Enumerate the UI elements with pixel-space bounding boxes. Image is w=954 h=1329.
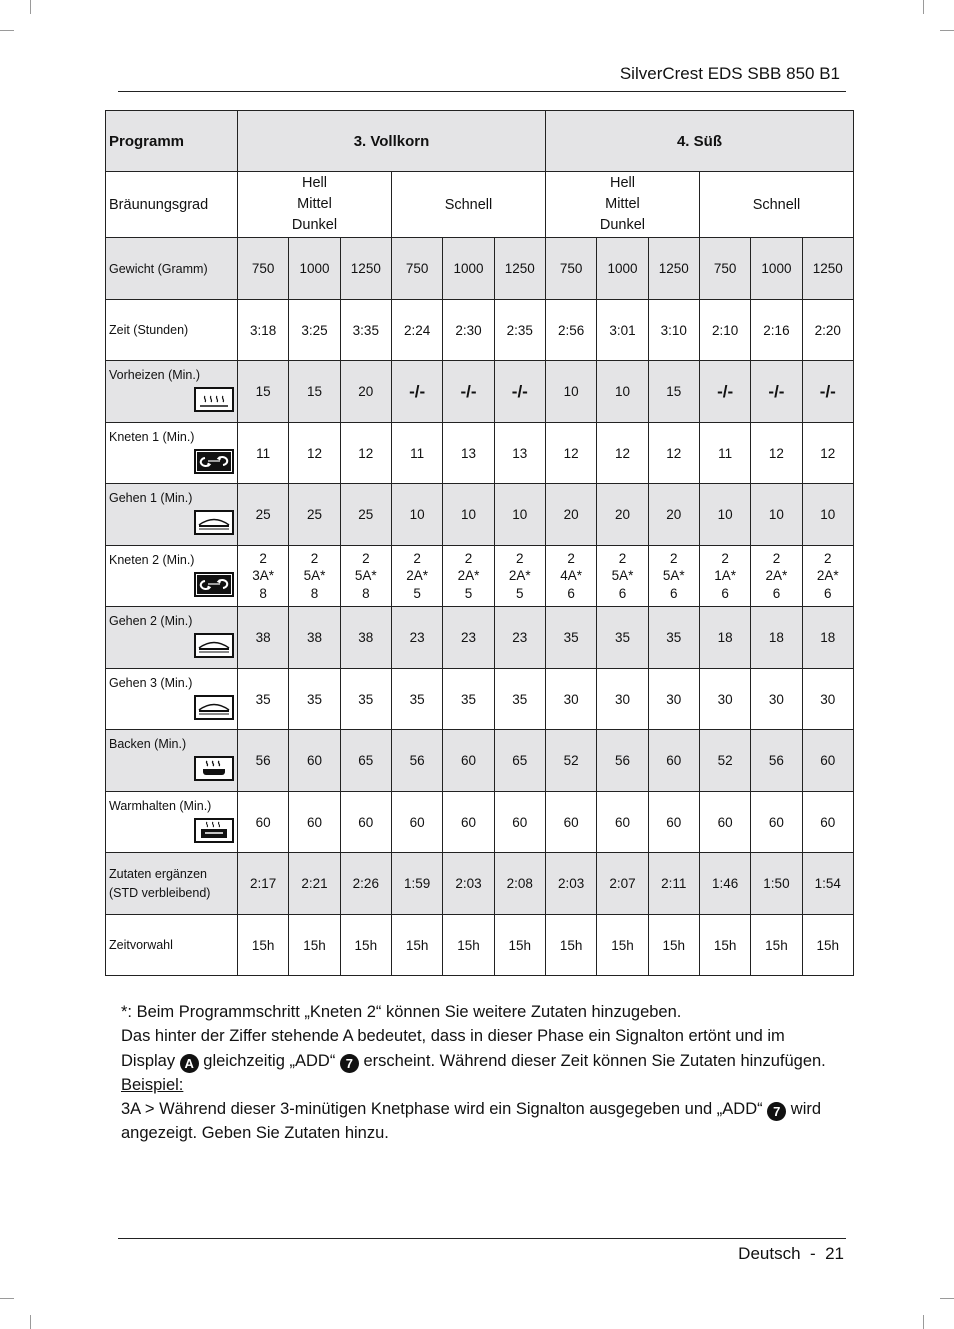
row-label-text: Zutaten ergänzen (109, 866, 207, 881)
table-cell: 12 (289, 423, 340, 484)
table-cell: 15 (289, 361, 340, 423)
table-cell: 35 (597, 607, 648, 669)
row-label-text: Vorheizen (Min.) (109, 368, 201, 382)
crop-mark (923, 0, 924, 14)
table-row-warmhalten-min (106, 792, 854, 853)
footer-rule (118, 1238, 846, 1239)
table-cell: 3:25 (289, 300, 340, 361)
table-cell: 15 (648, 361, 699, 423)
table-cell: 25 (238, 484, 289, 546)
cell-line: 2 (772, 550, 781, 566)
bake-icon (194, 756, 234, 781)
keep-warm-icon (194, 818, 234, 843)
note-text: wird (786, 1100, 822, 1119)
row-label (106, 546, 238, 607)
program-table-body (106, 111, 854, 976)
cell-line: 5 (516, 585, 524, 601)
row-label (106, 853, 238, 915)
row-label (106, 484, 238, 546)
table-row-gewicht-gramm (106, 238, 854, 300)
table-cell: 35 (545, 607, 596, 669)
table-cell: -/- (751, 361, 802, 423)
row-label (106, 300, 238, 361)
cell-line: 6 (721, 585, 729, 601)
table-cell: 23 (494, 607, 545, 669)
table-cell: 60 (340, 792, 391, 853)
rise-icon (194, 633, 234, 658)
page-header-title: SilverCrest EDS SBB 850 B1 (619, 64, 840, 83)
example-label: Beispiel: (121, 1075, 184, 1094)
cell-line: 5A* (354, 568, 377, 584)
table-cell (545, 546, 596, 607)
table-cell: 60 (443, 730, 494, 792)
crop-mark (940, 1298, 954, 1299)
browning-schnell: Schnell (699, 172, 853, 238)
cell-line: 2A* (508, 568, 531, 584)
table-cell: 15h (494, 915, 545, 976)
table-cell (751, 546, 802, 607)
table-cell: 10 (545, 361, 596, 423)
table-cell: 10 (391, 484, 442, 546)
cell-line: 2 (567, 550, 575, 566)
row-label-text: Gewicht (Gramm) (109, 261, 208, 276)
table-cell: 30 (545, 669, 596, 730)
table-cell: 1:54 (802, 853, 853, 915)
knead-icon (194, 449, 234, 474)
table-cell: 20 (545, 484, 596, 546)
note-line: angezeigt. Geben Sie Zutaten hinzu. (121, 1124, 389, 1143)
table-cell: 11 (391, 423, 442, 484)
crop-mark (0, 30, 14, 31)
table-cell (238, 546, 289, 607)
table-cell: 30 (648, 669, 699, 730)
table-cell: 35 (289, 669, 340, 730)
cell-line: 2 (259, 550, 267, 566)
table-cell: 60 (391, 792, 442, 853)
browning-option: Hell (302, 175, 327, 191)
page-footer: Deutsch - 21 (738, 1244, 844, 1263)
table-cell: 15h (648, 915, 699, 976)
table-cell: 750 (238, 238, 289, 300)
table-cell: 23 (443, 607, 494, 669)
browning-row (106, 172, 854, 238)
table-cell: 3:01 (597, 300, 648, 361)
cell-line: 2A* (457, 568, 480, 584)
table-cell: 60 (443, 792, 494, 853)
cell-line: 6 (772, 585, 781, 601)
crop-mark (0, 1298, 14, 1299)
table-cell: 60 (648, 792, 699, 853)
table-row-zutaten-erg-nzen (106, 853, 854, 915)
cell-line: 5 (464, 585, 473, 601)
table-cell (340, 546, 391, 607)
table-cell: 1000 (289, 238, 340, 300)
cell-line: 6 (618, 585, 627, 601)
cell-line: 2A* (406, 568, 429, 584)
cell-line: 6 (567, 585, 575, 601)
cell-line: 2 (721, 550, 729, 566)
table-cell: 60 (289, 792, 340, 853)
cell-line: 8 (259, 585, 267, 601)
table-cell: 65 (340, 730, 391, 792)
table-cell: 2:35 (494, 300, 545, 361)
table-cell: 750 (391, 238, 442, 300)
row-label (106, 361, 238, 423)
table-cell: 18 (751, 607, 802, 669)
table-cell: 35 (494, 669, 545, 730)
table-cell: 13 (494, 423, 545, 484)
table-cell: 12 (545, 423, 596, 484)
rise-icon (194, 695, 234, 720)
table-cell: 15h (340, 915, 391, 976)
table-cell (289, 546, 340, 607)
browning-options (238, 172, 392, 238)
cell-line: 2A* (816, 568, 839, 584)
note-line (121, 1097, 861, 1121)
program-header-label: Programm (106, 111, 238, 172)
crop-mark (923, 1315, 924, 1329)
cell-line: 2 (618, 550, 627, 566)
table-cell (648, 546, 699, 607)
cell-line: 2 (310, 550, 319, 566)
table-cell: 35 (340, 669, 391, 730)
program-table (105, 110, 854, 976)
cell-line: 2 (824, 550, 832, 566)
header-rule (118, 91, 846, 92)
table-row-kneten-2-min (106, 546, 854, 607)
table-cell: 15h (391, 915, 442, 976)
cell-line: 5A* (303, 568, 326, 584)
table-cell: 12 (340, 423, 391, 484)
table-cell: 25 (289, 484, 340, 546)
table-cell: 15h (597, 915, 648, 976)
table-row-vorheizen-min (106, 361, 854, 423)
table-cell: 2:03 (545, 853, 596, 915)
table-cell: 2:21 (289, 853, 340, 915)
table-row-gehen-2-min (106, 607, 854, 669)
table-cell: 12 (751, 423, 802, 484)
table-cell: 2:10 (699, 300, 750, 361)
table-cell: 10 (751, 484, 802, 546)
knead-icon (194, 572, 234, 597)
table-cell: 60 (648, 730, 699, 792)
table-cell: -/- (802, 361, 853, 423)
table-cell: 10 (699, 484, 750, 546)
note-text: erscheint. Während dieser Zeit können Sie Zutaten hinzufügen. (358, 1051, 826, 1070)
table-cell: 750 (699, 238, 750, 300)
table-cell: 10 (494, 484, 545, 546)
table-row-gehen-3-min (106, 669, 854, 730)
row-label-text: Gehen 2 (Min.) (109, 614, 193, 628)
cell-line: 2 (670, 550, 678, 566)
table-cell: 60 (238, 792, 289, 853)
note-text: 3A > Während dieser 3-minütigen Knetphase wird ein Signalton ausgegeben und „ADD“ (121, 1100, 768, 1119)
table-cell: 15h (802, 915, 853, 976)
note-line: *: Beim Programmschritt „Kneten 2“ können Sie weitere Zutaten hinzugeben. (121, 1003, 682, 1021)
browning-option: Dunkel (291, 217, 338, 233)
table-cell: -/- (494, 361, 545, 423)
table-cell: 12 (802, 423, 853, 484)
table-cell: -/- (699, 361, 750, 423)
cell-line: 2 (464, 550, 473, 566)
row-label (106, 607, 238, 669)
table-cell: 1:59 (391, 853, 442, 915)
note-line: Das hinter der Ziffer stehende A bedeutet, dass in dieser Phase ein Signalton ertönt und im (121, 1027, 785, 1046)
table-cell: 10 (802, 484, 853, 546)
row-label (106, 730, 238, 792)
table-cell: 56 (238, 730, 289, 792)
table-cell: 52 (699, 730, 750, 792)
table-cell: 3:18 (238, 300, 289, 361)
table-cell: 10 (597, 361, 648, 423)
table-cell: 1250 (802, 238, 853, 300)
table-cell: 15h (751, 915, 802, 976)
program-group-suess: 4. Süß (545, 111, 853, 172)
browning-option: Hell (609, 175, 635, 191)
table-cell: 30 (699, 669, 750, 730)
table-cell (802, 546, 853, 607)
cell-line: 2A* (765, 568, 788, 584)
table-cell (699, 546, 750, 607)
note-text: Display (121, 1051, 180, 1070)
table-cell: 38 (238, 607, 289, 669)
row-label (106, 423, 238, 484)
table-cell: 2:07 (597, 853, 648, 915)
row-label (106, 669, 238, 730)
table-cell: -/- (391, 361, 442, 423)
rise-icon (194, 510, 234, 535)
table-cell: 60 (802, 792, 853, 853)
table-cell: 15 (238, 361, 289, 423)
row-label-text: Warmhalten (Min.) (109, 799, 212, 813)
table-cell: 15h (699, 915, 750, 976)
table-cell: 35 (238, 669, 289, 730)
note-line (121, 1049, 861, 1073)
table-cell: 60 (597, 792, 648, 853)
display-a-badge-icon: A (180, 1054, 199, 1073)
browning-options (545, 172, 699, 238)
cell-line: 4A* (560, 568, 583, 584)
table-row-zeit-stunden (106, 300, 854, 361)
table-cell (443, 546, 494, 607)
table-cell: 15h (443, 915, 494, 976)
table-cell (597, 546, 648, 607)
table-cell: 20 (648, 484, 699, 546)
table-header-row (106, 111, 854, 172)
table-cell: 2:30 (443, 300, 494, 361)
row-label-text: Gehen 3 (Min.) (109, 676, 193, 690)
table-cell: 2:16 (751, 300, 802, 361)
table-cell: 60 (751, 792, 802, 853)
table-cell: 60 (494, 792, 545, 853)
browning-label: Bräunungsgrad (106, 172, 238, 238)
cell-line: 1A* (714, 568, 736, 584)
table-cell: 20 (597, 484, 648, 546)
row-label-text: Backen (Min.) (109, 737, 187, 751)
table-row-kneten-1-min (106, 423, 854, 484)
table-cell: 30 (751, 669, 802, 730)
cell-line: 2 (516, 550, 524, 566)
browning-schnell: Schnell (391, 172, 545, 238)
cell-line: 5A* (611, 568, 634, 584)
table-cell: 1:50 (751, 853, 802, 915)
note-text: gleichzeitig „ADD“ (198, 1051, 340, 1070)
table-cell: 1250 (494, 238, 545, 300)
table-cell: 52 (545, 730, 596, 792)
table-cell: 38 (340, 607, 391, 669)
row-label-text: (STD verbleibend) (109, 885, 211, 900)
table-cell: 750 (545, 238, 596, 300)
table-cell (391, 546, 442, 607)
table-cell: 10 (443, 484, 494, 546)
table-row-zeitvorwahl (106, 915, 854, 976)
preheat-icon (194, 387, 234, 412)
table-cell: 15h (238, 915, 289, 976)
table-cell: 56 (597, 730, 648, 792)
table-row-gehen-1-min (106, 484, 854, 546)
table-cell: 2:03 (443, 853, 494, 915)
row-label-text: Zeit (Stunden) (109, 323, 189, 337)
table-cell: 15h (545, 915, 596, 976)
table-row-backen-min (106, 730, 854, 792)
table-cell: 1000 (597, 238, 648, 300)
note-line (121, 1073, 861, 1097)
table-cell: 20 (340, 361, 391, 423)
program-group-vollkorn: 3. Vollkorn (238, 111, 546, 172)
table-cell: 2:56 (545, 300, 596, 361)
table-cell: 12 (597, 423, 648, 484)
row-label-text: Kneten 1 (Min.) (109, 430, 195, 444)
cell-line: 2 (413, 550, 421, 566)
table-cell: 35 (443, 669, 494, 730)
footnotes (121, 1000, 861, 1146)
row-label-text: Zeitvorwahl (109, 938, 173, 952)
table-cell: 56 (751, 730, 802, 792)
cell-line: 6 (824, 585, 832, 601)
crop-mark (940, 30, 954, 31)
table-cell (494, 546, 545, 607)
table-cell: 1250 (648, 238, 699, 300)
row-label-text: Gehen 1 (Min.) (109, 491, 193, 505)
cell-line: 2 (362, 550, 370, 566)
table-cell: 2:20 (802, 300, 853, 361)
browning-option: Mittel (297, 196, 332, 212)
table-cell: 56 (391, 730, 442, 792)
table-cell: 60 (699, 792, 750, 853)
table-cell: 23 (391, 607, 442, 669)
table-cell: 60 (802, 730, 853, 792)
table-cell: 30 (802, 669, 853, 730)
table-cell: 11 (238, 423, 289, 484)
row-label (106, 915, 238, 976)
table-cell: 2:17 (238, 853, 289, 915)
table-cell: 2:11 (648, 853, 699, 915)
table-cell: 3:35 (340, 300, 391, 361)
cell-line: 5 (413, 585, 421, 601)
table-cell: 60 (289, 730, 340, 792)
table-cell: 25 (340, 484, 391, 546)
table-cell: 15h (289, 915, 340, 976)
table-cell: 1:46 (699, 853, 750, 915)
table-cell: 13 (443, 423, 494, 484)
row-label (106, 792, 238, 853)
table-cell: 3:10 (648, 300, 699, 361)
crop-mark (30, 0, 31, 14)
table-cell: 65 (494, 730, 545, 792)
table-cell: 1250 (340, 238, 391, 300)
table-cell: 18 (802, 607, 853, 669)
crop-mark (30, 1315, 31, 1329)
browning-option: Mittel (605, 196, 640, 212)
table-cell: 38 (289, 607, 340, 669)
table-cell: 2:26 (340, 853, 391, 915)
table-cell: 30 (597, 669, 648, 730)
cell-line: 6 (670, 585, 678, 601)
row-label-text: Kneten 2 (Min.) (109, 553, 195, 567)
row-label (106, 238, 238, 300)
table-cell: 12 (648, 423, 699, 484)
table-cell: -/- (443, 361, 494, 423)
cell-line: 8 (362, 585, 370, 601)
browning-option: Dunkel (599, 217, 646, 233)
table-cell: 1000 (751, 238, 802, 300)
table-cell: 2:24 (391, 300, 442, 361)
table-cell: 18 (699, 607, 750, 669)
table-cell: 35 (391, 669, 442, 730)
table-cell: 1000 (443, 238, 494, 300)
table-cell: 2:08 (494, 853, 545, 915)
number-7-badge-icon: 7 (767, 1102, 786, 1121)
table-cell: 35 (648, 607, 699, 669)
table-cell: 60 (545, 792, 596, 853)
cell-line: 8 (310, 585, 319, 601)
cell-line: 3A* (252, 568, 275, 584)
number-7-badge-icon: 7 (340, 1054, 359, 1073)
table-cell: 11 (699, 423, 750, 484)
cell-line: 5A* (662, 568, 685, 584)
